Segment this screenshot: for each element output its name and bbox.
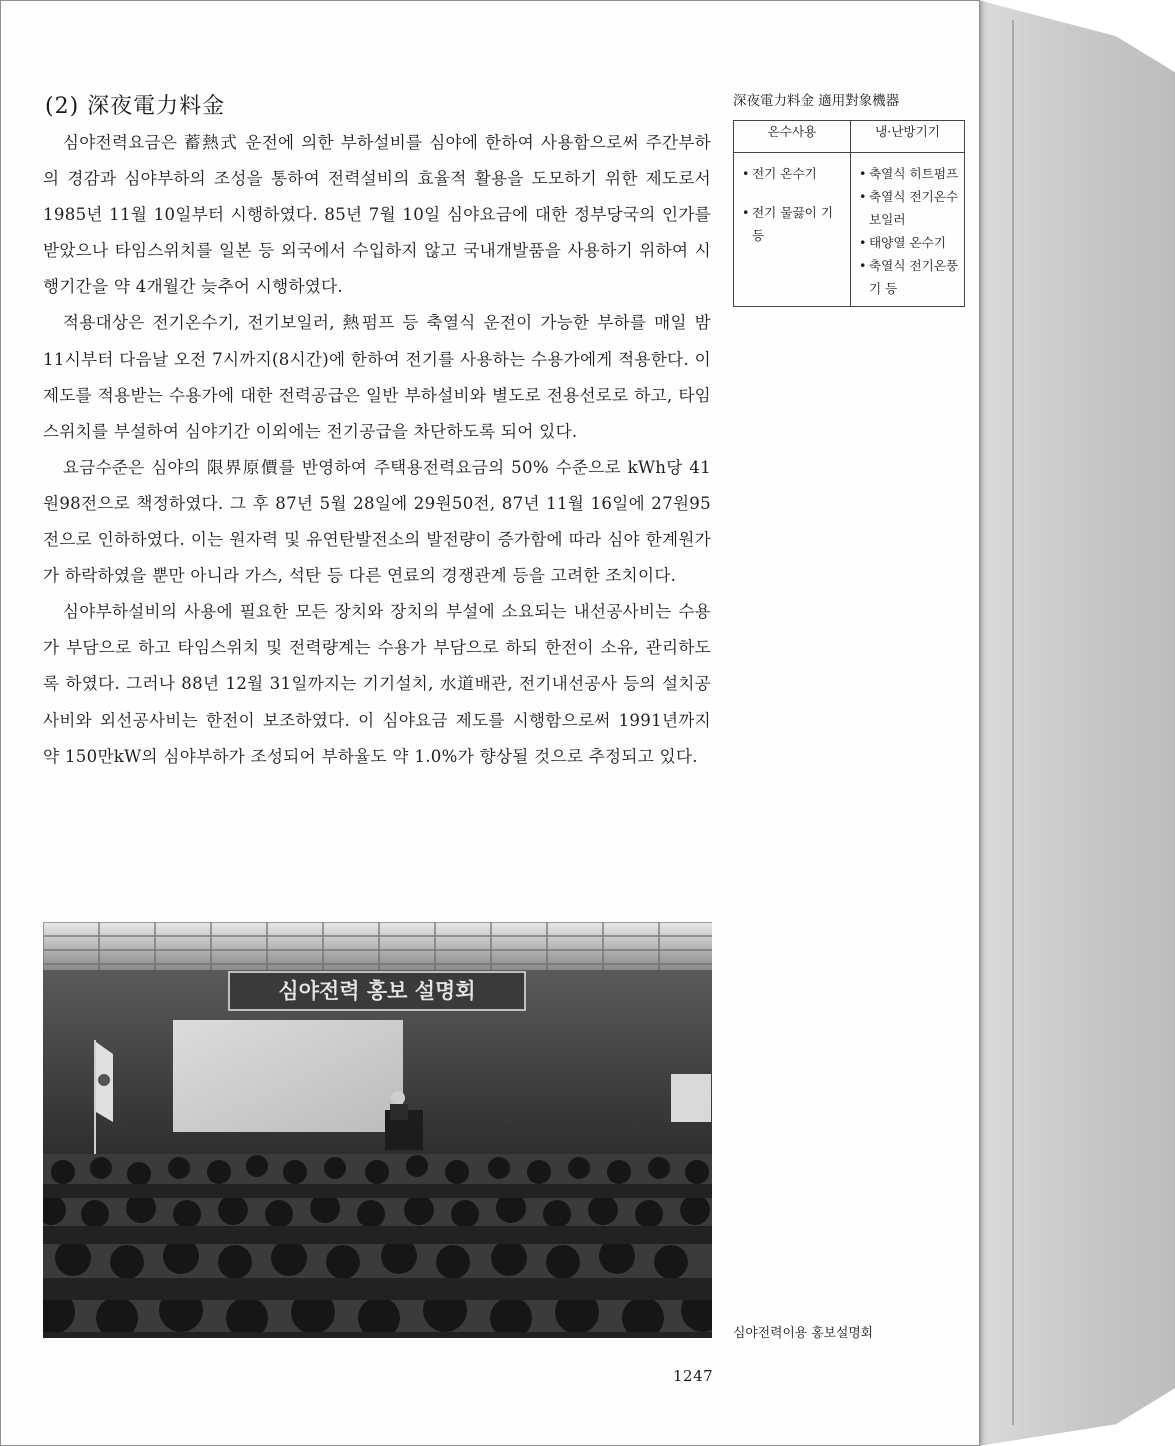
page-number: 1247	[673, 1367, 714, 1385]
seminar-photo-illustration	[43, 922, 712, 1338]
table-cell-heating-cooling	[851, 153, 965, 307]
body-paragraph: 심야부하설비의 사용에 필요한 모든 장치와 장치의 부설에 소요되는 내선공사비는 수용가 부담으로 하고 타임스위치 및 전력량계는 수용가 부담으로 하되 한전이 소유, 관리하도록 하였다. 그러나 88년 12월 31일까지는 기기설치, 水道배관, 전기내선공사 등의 설치공사비와 외선공사비는 한전이 보조하였다. 이 심야요금 제도를 시행함으로써 1991년까지 약 150만kW의 심야부하가 조성되어 부하율도 약 1.0%가 향상될 것으로 추정되고 있다.	[43, 602, 711, 766]
list-item: • 전기 물끓이 기 등	[742, 201, 846, 247]
table-cell-hot-water	[734, 153, 851, 307]
hot-water-device-list	[742, 162, 846, 247]
body-paragraph: 적용대상은 전기온수기, 전기보일러, 熱펌프 등 축열식 운전이 가능한 부하를 매일 밤 11시부터 다음날 오전 7시까지(8시간)에 한하여 전기를 사용하는 수용가에게 적용한다. 이 제도를 적용받는 수용가에 대한 전력공급은 일반 부하설비와 별도로 전용선로로 하고, 타임스위치를 부설하여 심야기간 이외에는 전기공급을 차단하도록 되어 있다.	[43, 313, 711, 441]
body-paragraph: 심야전력요금은 蓄熱式 운전에 의한 부하설비를 심야에 한하여 사용함으로써 주간부하의 경감과 심야부하의 조성을 통하여 전력설비의 효율적 활용을 도모하기 위한 제도로서 1985년 11월 10일부터 시행하였다. 85년 7월 10일 심야요금에 대한 정부당국의 인가를 받았으나 타임스위치를 일본 등 외국에서 수입하지 않고 국내개발품을 사용하기 위하여 시행기간을 약 4개월간 늦추어 시행하였다.	[43, 133, 711, 297]
banner-text: 심야전력 홍보 설명회	[278, 979, 476, 1003]
body-paragraph: 요금수준은 심야의 限界原價를 반영하여 주택용전력요금의 50% 수준으로 kWh당 41원98전으로 책정하였다. 그 후 87년 5월 28일에 29원50전, 87년 11월 16일에 27원95전으로 인하하였다. 이는 원자력 및 유연탄발전소의 발전량이 증가함에 따라 심야 한계원가가 하락하였을 뿐만 아니라 가스, 석탄 등 다른 연료의 경쟁관계 등을 고려한 조치이다.	[43, 457, 711, 586]
list-item: • 축열식 히트펌프	[859, 162, 960, 185]
book-page-stack	[978, 0, 1175, 1446]
projection-screen	[173, 1020, 403, 1132]
list-item: • 태양열 온수기	[859, 231, 960, 254]
photo-caption: 심야전력이용 홍보설명회	[733, 1326, 874, 1341]
seminar-photo	[43, 922, 712, 1338]
applicable-devices-table	[733, 120, 965, 307]
side-table-title: 深夜電力料金 適用對象機器	[733, 93, 900, 109]
book-page-edge	[1012, 20, 1014, 1425]
body-text	[43, 125, 711, 775]
list-item: • 축열식 전기온풍 기 등	[859, 254, 960, 300]
table-row	[734, 153, 965, 307]
list-item: • 축열식 전기온수 보일러	[859, 185, 960, 231]
table-header-heating-cooling: 냉·난방기기	[851, 121, 965, 153]
wall-notice-board	[671, 1074, 711, 1122]
section-title: (2) 深夜電力料金	[45, 94, 226, 119]
table-header-row	[734, 121, 965, 153]
speaker	[391, 1091, 405, 1105]
flag-pole	[94, 1040, 96, 1160]
list-item: • 전기 온수기	[742, 162, 846, 185]
table-header-hot-water: 온수사용	[734, 121, 851, 153]
heating-cooling-device-list	[859, 162, 960, 300]
